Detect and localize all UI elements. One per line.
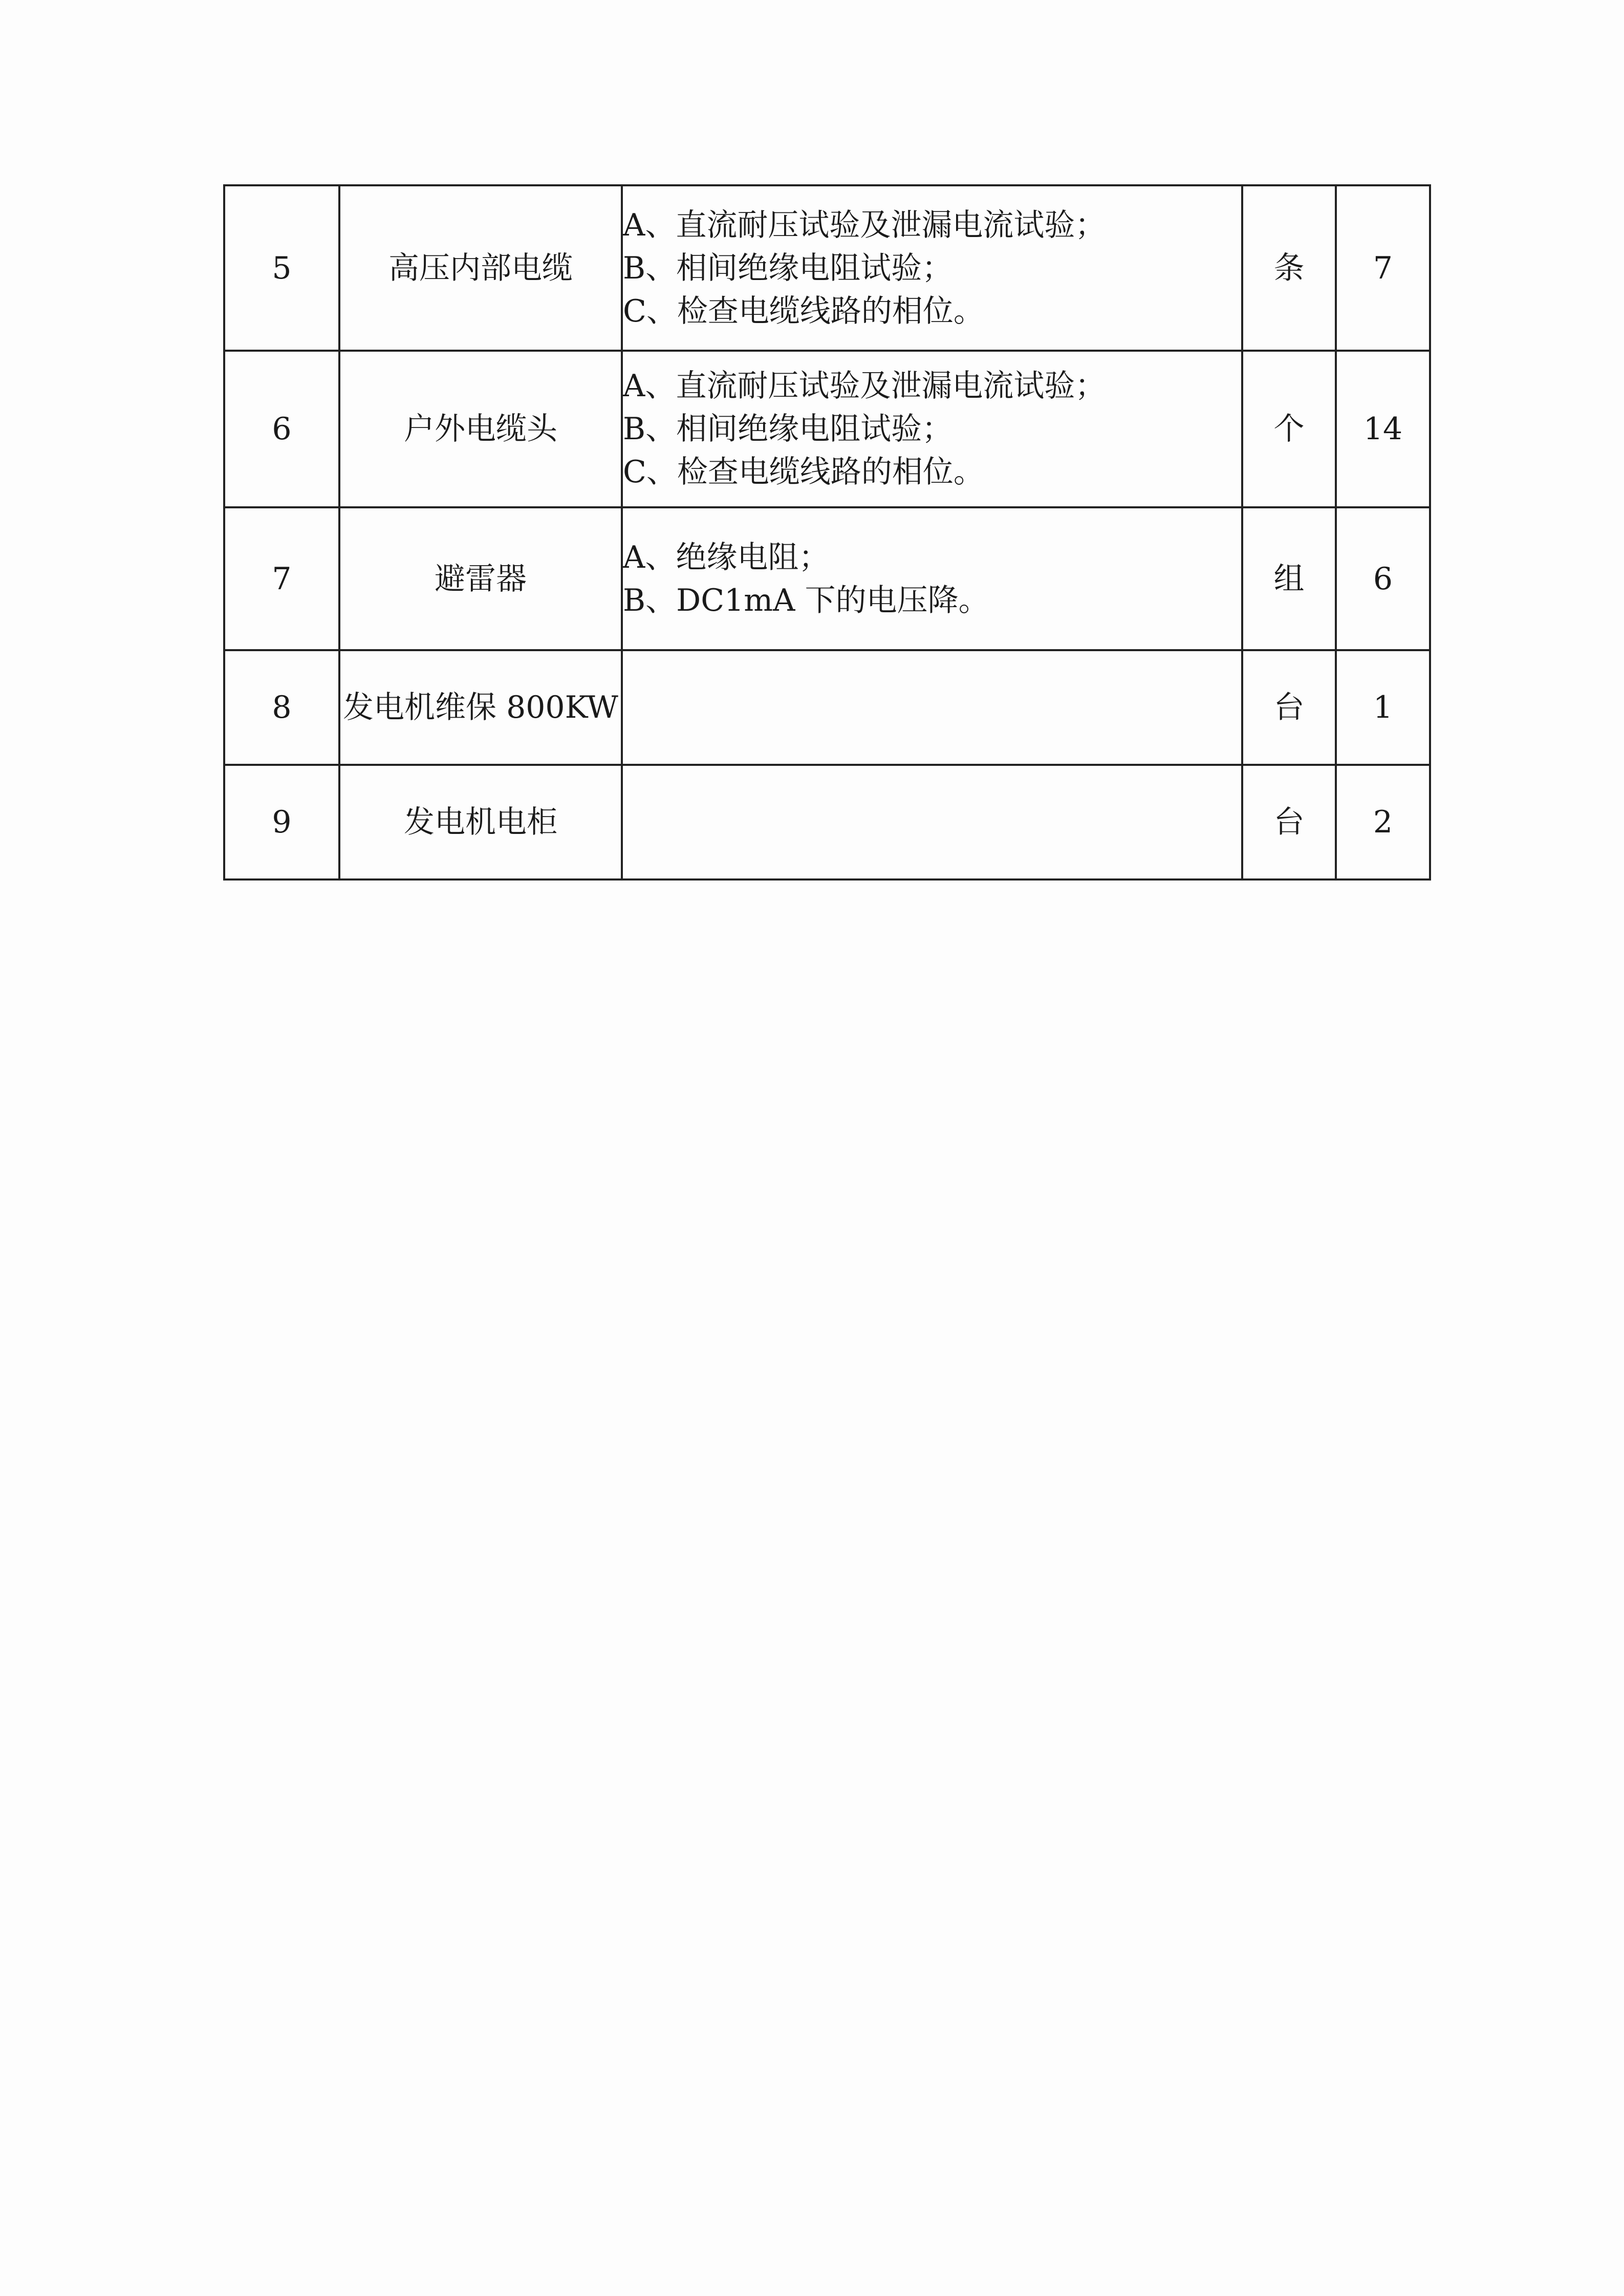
equipment-name: 避雷器	[339, 507, 622, 650]
equipment-name: 发电机维保 800KW	[339, 650, 622, 765]
table-row	[224, 650, 1430, 765]
equipment-name: 发电机电柜	[339, 765, 622, 879]
test-items	[622, 507, 1242, 650]
test-item-line: C、检查电缆线路的相位。	[623, 293, 984, 329]
quantity: 2	[1336, 765, 1430, 879]
quantity: 7	[1336, 185, 1430, 351]
equipment-name: 高压内部电缆	[339, 185, 622, 351]
table-row	[224, 351, 1430, 507]
equipment-name: 户外电缆头	[339, 351, 622, 507]
quantity: 6	[1336, 507, 1430, 650]
unit: 条	[1242, 185, 1336, 351]
test-item-line: B、相间绝缘电阻试验；	[623, 250, 953, 286]
unit: 个	[1242, 351, 1336, 507]
quantity: 1	[1336, 650, 1430, 765]
row-number: 5	[224, 185, 339, 351]
row-number: 9	[224, 765, 339, 879]
test-items	[622, 185, 1242, 351]
unit: 组	[1242, 507, 1336, 650]
test-item-line: B、相间绝缘电阻试验；	[623, 411, 953, 447]
table-row	[224, 185, 1430, 351]
row-number: 7	[224, 507, 339, 650]
test-item-line: A、绝缘电阻；	[623, 539, 830, 575]
unit: 台	[1242, 765, 1336, 879]
unit: 台	[1242, 650, 1336, 765]
row-number: 8	[224, 650, 339, 765]
table-row	[224, 765, 1430, 879]
row-number: 6	[224, 351, 339, 507]
test-items	[622, 351, 1242, 507]
test-item-line: A、直流耐压试验及泄漏电流试验；	[623, 368, 1106, 404]
test-item-line: A、直流耐压试验及泄漏电流试验；	[623, 207, 1106, 243]
test-items	[622, 650, 1242, 765]
equipment-test-table	[223, 184, 1431, 881]
test-item-line: B、DC1mA 下的电压降。	[623, 582, 989, 618]
test-items	[622, 765, 1242, 879]
test-item-line: C、检查电缆线路的相位。	[623, 454, 984, 490]
quantity: 14	[1336, 351, 1430, 507]
table-row	[224, 507, 1430, 650]
